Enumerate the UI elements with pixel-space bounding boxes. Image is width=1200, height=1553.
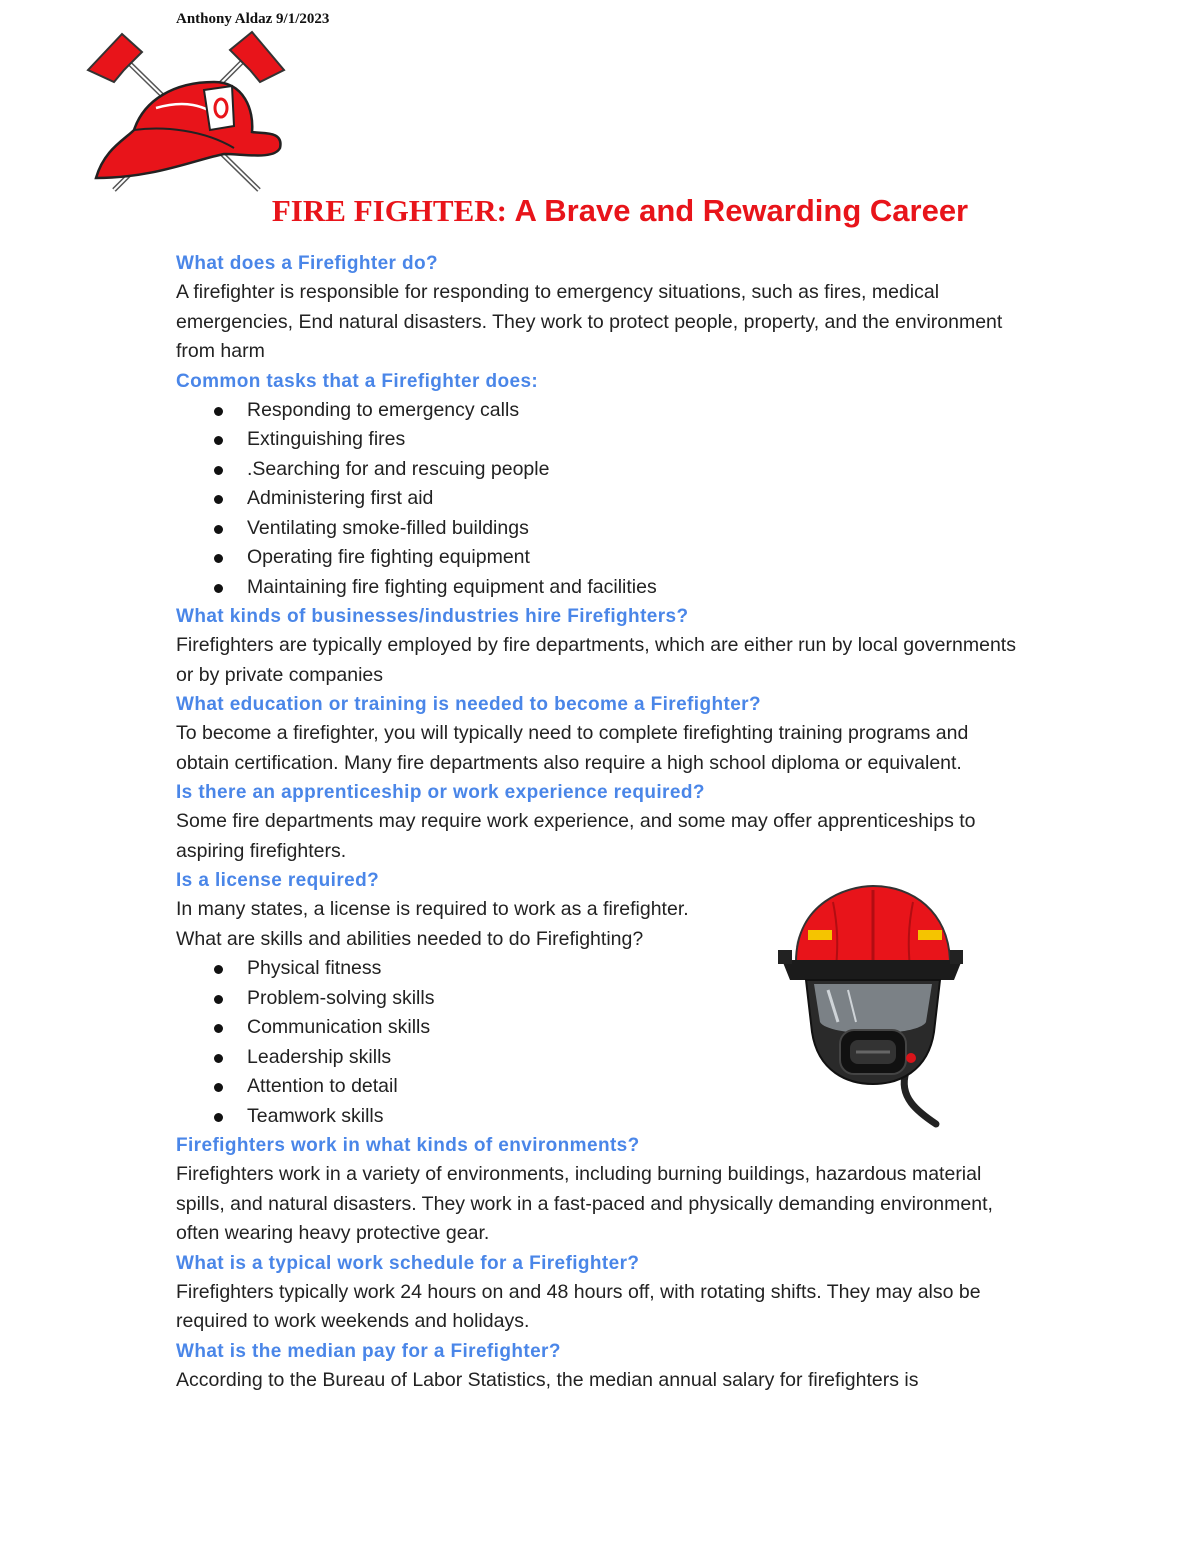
tasks-list xyxy=(176,396,1026,603)
firefighter-helmet-axes-icon xyxy=(84,30,294,200)
list-item xyxy=(176,425,1026,455)
list-item xyxy=(176,543,1026,573)
section-heading: Firefighters work in what kinds of environments? xyxy=(176,1135,640,1156)
section-body: In many states, a license is required to work as a firefighter. xyxy=(176,898,689,920)
title-part-2: A Brave and Rewarding Career xyxy=(506,193,969,228)
list-item-text: Physical fitness xyxy=(247,957,382,979)
list-item xyxy=(176,455,1026,485)
section-heading: What kinds of businesses/industries hire Firefighters? xyxy=(176,606,689,627)
list-item xyxy=(176,984,776,1014)
list-item-text: Operating fire fighting equipment xyxy=(247,546,530,568)
list-item-text: Responding to emergency calls xyxy=(247,398,520,421)
list-item-text: Communication skills xyxy=(247,1016,431,1038)
section-body: Some fire departments may require work experience, and some may offer apprenticeships to aspiring firefighters. xyxy=(176,810,976,862)
list-item-text: Problem-solving skills xyxy=(247,986,435,1009)
list-item-text: Extinguishing fires xyxy=(247,428,406,450)
list-item xyxy=(176,1102,776,1132)
list-item xyxy=(176,1043,776,1073)
bullet-icon xyxy=(214,525,223,534)
section-body: A firefighter is responsible for responding to emergency situations, such as fires, medical emergencies, End natural disasters. They work to protect people, property, and the environment from harm xyxy=(176,281,1003,362)
bullet-icon xyxy=(214,1083,223,1092)
bullet-icon xyxy=(214,407,223,416)
list-item xyxy=(176,1072,776,1102)
section-body: Firefighters are typically employed by fire departments, which are either run by local governments or by private companies xyxy=(176,634,1016,686)
document-body xyxy=(176,249,1026,1395)
section-body: Firefighters work in a variety of environments, including burning buildings, hazardous material spills, and natural disasters. They work in a fast-paced and physically demanding environment, often wearing heavy protective gear. xyxy=(176,1163,993,1244)
section-heading: What is a typical work schedule for a Firefighter? xyxy=(176,1252,640,1274)
bullet-icon xyxy=(214,495,223,504)
bullet-icon xyxy=(214,466,223,475)
list-item-text: .Searching for and rescuing people xyxy=(247,457,550,480)
author-date-byline: Anthony Aldaz 9/1/2023 xyxy=(176,11,330,27)
section-heading: What does a Firefighter do? xyxy=(176,253,439,274)
skills-list xyxy=(176,954,776,1131)
section-heading: What education or training is needed to become a Firefighter? xyxy=(176,694,761,715)
bullet-icon xyxy=(214,995,223,1004)
section-heading: What is the median pay for a Firefighter? xyxy=(176,1340,561,1362)
list-item xyxy=(176,396,1026,426)
list-item-text: Attention to detail xyxy=(247,1075,398,1097)
section-heading: Is a license required? xyxy=(176,870,380,891)
list-item-text: Maintaining fire fighting equipment and facilities xyxy=(247,575,657,598)
section-heading: Common tasks that a Firefighter does: xyxy=(176,370,539,392)
list-item xyxy=(176,573,1026,603)
list-item-text: Ventilating smoke-filled buildings xyxy=(247,516,529,539)
bullet-icon xyxy=(214,436,223,445)
section-heading: Is there an apprenticeship or work experience required? xyxy=(176,782,705,803)
page-title xyxy=(0,193,1200,229)
section-body: To become a firefighter, you will typically need to complete firefighting training programs and obtain certification. Many fire departments also require a high school diploma or equivalent. xyxy=(176,722,969,774)
skills-question: What are skills and abilities needed to do Firefighting? xyxy=(176,927,644,950)
bullet-icon xyxy=(214,1024,223,1033)
bullet-icon xyxy=(214,584,223,593)
list-item xyxy=(176,484,1026,514)
list-item xyxy=(176,1013,776,1043)
bullet-icon xyxy=(214,1113,223,1122)
list-item-text: Administering first aid xyxy=(247,487,434,509)
bullet-icon xyxy=(214,554,223,563)
skills-block xyxy=(176,895,776,1131)
list-item-text: Teamwork skills xyxy=(247,1104,384,1127)
bullet-icon xyxy=(214,965,223,974)
firefighter-helmet-mask-icon xyxy=(778,872,963,1137)
bullet-icon xyxy=(214,1054,223,1063)
list-item xyxy=(176,514,1026,544)
list-item-text: Leadership skills xyxy=(247,1045,392,1068)
list-item xyxy=(176,954,776,984)
title-part-1: FIRE FIGHTER: xyxy=(271,193,507,228)
section-body: Firefighters typically work 24 hours on and 48 hours off, with rotating shifts. They may also be required to work weekends and holidays. xyxy=(176,1280,981,1332)
section-body: According to the Bureau of Labor Statistics, the median annual salary for firefighters is xyxy=(176,1368,919,1391)
